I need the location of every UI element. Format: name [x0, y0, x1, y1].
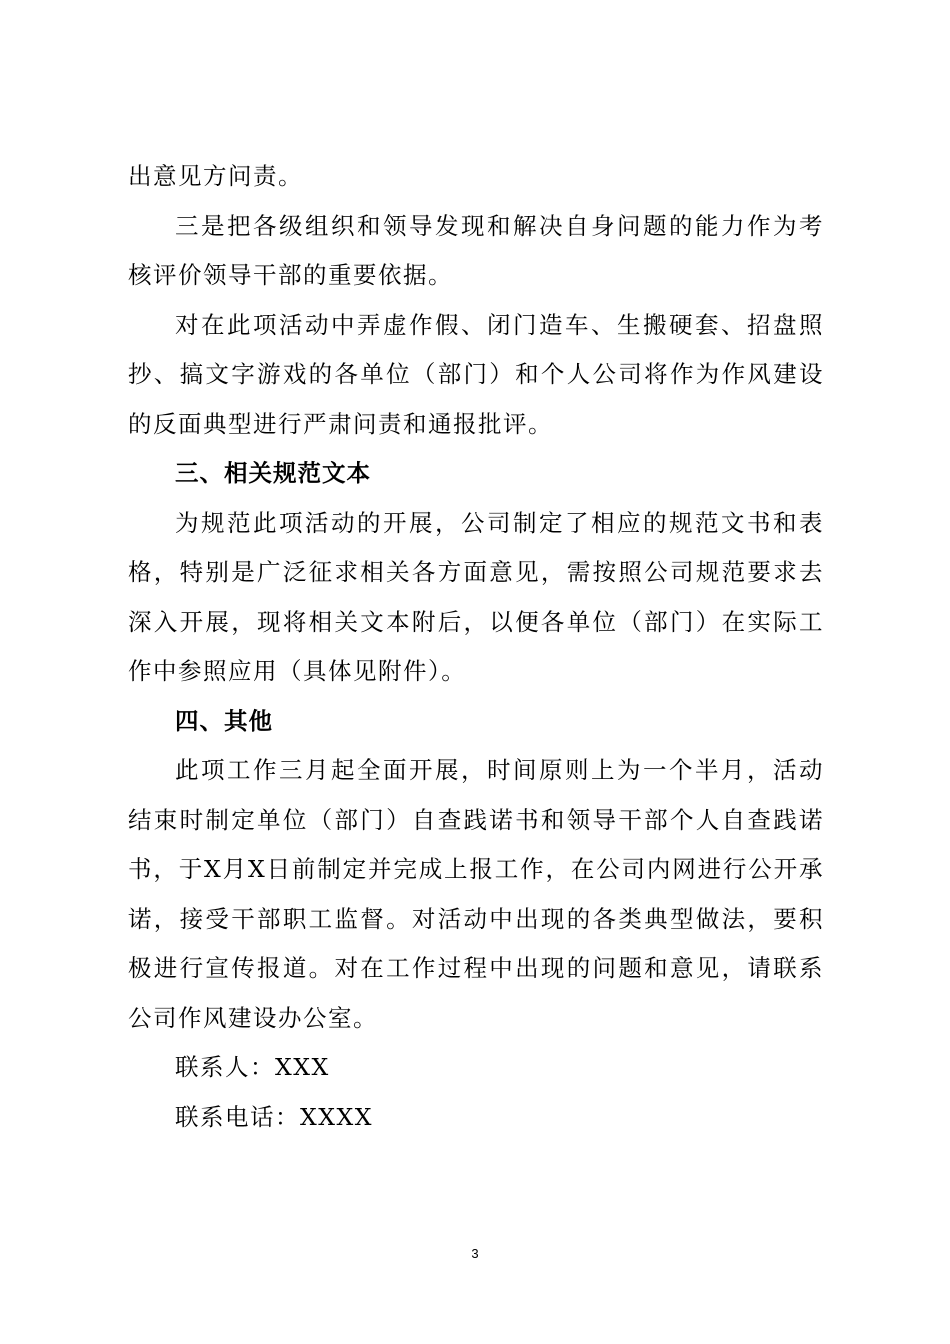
paragraph-point-three: 三是把各级组织和领导发现和解决自身问题的能力作为考核评价领导干部的重要依据。	[128, 211, 824, 289]
paragraph-other: 此项工作三月起全面开展，时间原则上为一个半月，活动结束时制定单位（部门）自查践诺书和领导干部个人自查践诺书，于X月X日前制定并完成上报工作，在公司内网进行公开承诺，接受干部职工监督。对活动中出现的各类典型做法，要积极进行宣传报道。对在工作过程中出现的问题和意见，请联系公司作风建设办公室。	[128, 756, 824, 1032]
section-heading-four: 四、其他	[175, 706, 273, 735]
contact-person: 联系人：XXX	[175, 1053, 330, 1081]
section-heading-three: 三、相关规范文本	[175, 459, 371, 487]
document-body	[128, 152, 824, 1142]
paragraph-standard-texts: 为规范此项活动的开展，公司制定了相应的规范文书和表格，特别是广泛征求相关各方面意见，需按照公司规范要求去深入开展，现将相关文本附后，以便各单位（部门）在实际工作中参照应用（具体见附件）。	[128, 508, 824, 685]
paragraph-continuation: 出意见方问责。	[128, 162, 303, 190]
contact-phone: 联系电话：XXXX	[175, 1102, 373, 1131]
page-number: 3	[471, 1246, 479, 1261]
paragraph-accountability: 对在此项活动中弄虚作假、闭门造车、生搬硬套、招盘照抄、搞文字游戏的各单位（部门）和个人公司将作为作风建设的反面典型进行严肃问责和通报批评。	[128, 310, 824, 438]
